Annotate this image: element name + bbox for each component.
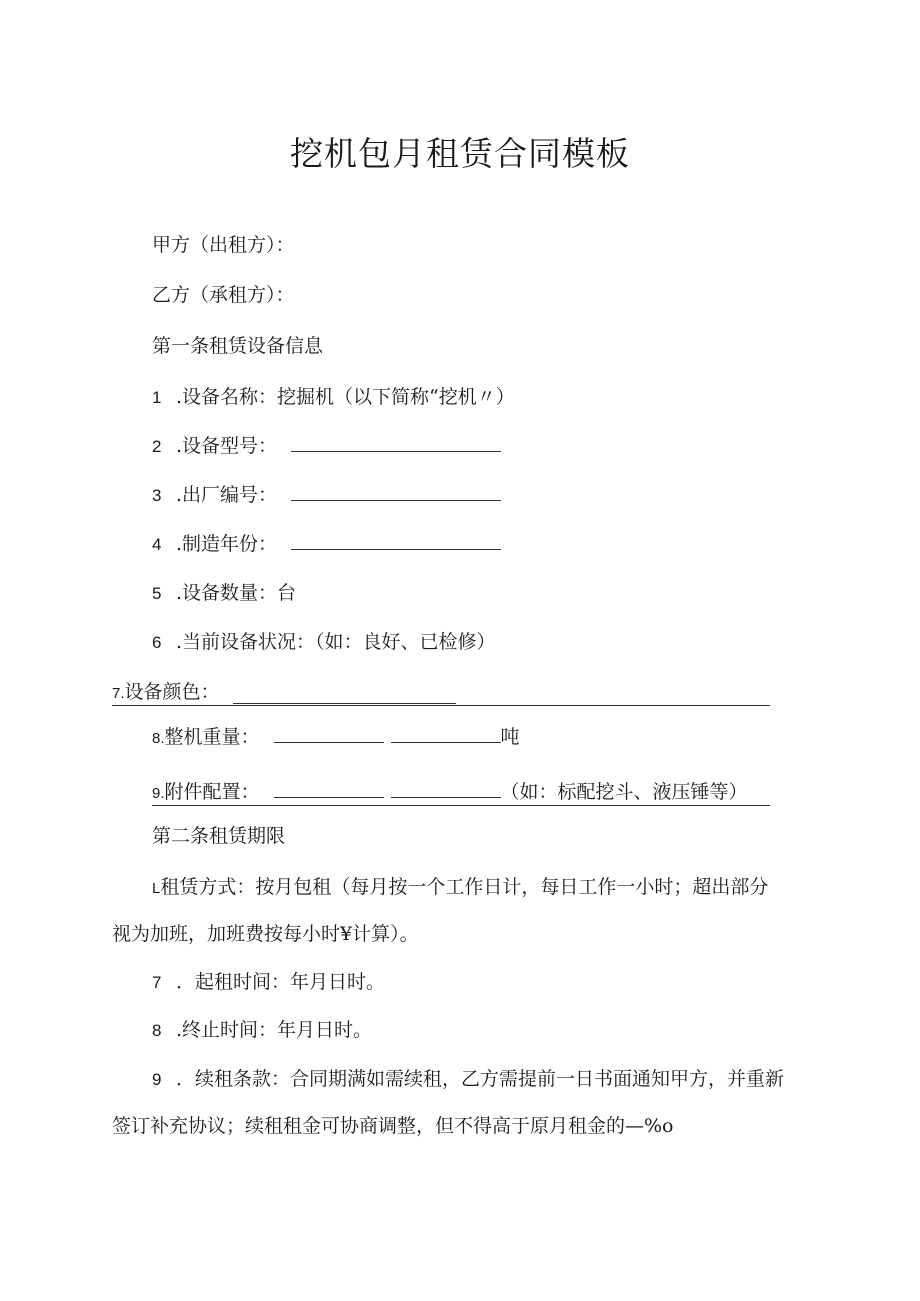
item-number: 4: [152, 535, 162, 554]
section1-item4: [152, 535, 501, 554]
item-text: .制造年份：: [176, 533, 278, 555]
underline-rule: [112, 705, 770, 706]
item-text: ．续租条款：合同期满如需续租，乙方需提前一日书面通知甲方，并重新: [176, 1068, 785, 1090]
fill-blank[interactable]: [274, 783, 384, 798]
underline-rule: [152, 805, 770, 806]
fill-blank[interactable]: [291, 486, 501, 501]
item-number: 1: [152, 388, 162, 407]
document-title: 挖机包月租赁合同模板: [290, 134, 630, 173]
section1-heading: 第一条租赁设备信息: [152, 335, 324, 357]
fill-blank[interactable]: [391, 783, 501, 798]
item-number: 2: [152, 437, 162, 456]
section1-item6: [152, 633, 496, 652]
item-number: 9.: [152, 785, 165, 802]
section2-item7: [152, 973, 385, 992]
party-b-line: 乙方（承租方）：: [152, 284, 295, 306]
weight-unit: 吨: [500, 726, 520, 748]
section1-item2: [152, 437, 501, 456]
item-number: 9: [152, 1070, 162, 1089]
section2-item8: [152, 1021, 372, 1040]
item-number: 5: [152, 584, 162, 603]
item-text: .终止时间：年月日时。: [176, 1019, 373, 1041]
section1-item7: [112, 683, 220, 703]
fill-blank[interactable]: [291, 437, 501, 452]
fill-blank[interactable]: [391, 728, 501, 743]
item-number: L: [152, 880, 161, 897]
section2-heading: 第二条租赁期限: [152, 825, 286, 847]
section1-item3: [152, 486, 501, 505]
item-text: 租赁方式：按月包租（每月按一个工作日计，每日工作一小时；超出部分: [160, 876, 769, 898]
section2-item1-line2: 视为加班，加班费按每小时¥计算）。: [112, 923, 419, 945]
fill-blank[interactable]: [291, 535, 501, 550]
item-number: 7.: [112, 685, 125, 702]
party-a-line: 甲方（出租方）：: [152, 234, 295, 256]
section2-item1-line1: [152, 878, 768, 898]
item-number: 7: [152, 973, 162, 992]
item-number: 8.: [152, 730, 165, 747]
fill-blank[interactable]: [233, 703, 456, 704]
item-text: .出厂编号：: [176, 484, 278, 506]
section1-item5: [152, 584, 296, 603]
item-text: .设备数量：台: [176, 582, 297, 604]
section2-item9-line2: 签订补充协议；续租租金可协商调整，但不得高于原月租金的—%o: [112, 1115, 674, 1137]
item-text: 设备颜色：: [124, 681, 220, 703]
section2-item9-line1: [152, 1070, 784, 1089]
section1-item9: [152, 783, 748, 803]
item-number: 8: [152, 1021, 162, 1040]
item-text: .当前设备状况：（如：良好、已检修）: [176, 631, 496, 653]
item-text: ．起租时间：年月日时。: [176, 971, 386, 993]
item-number: 6: [152, 633, 162, 652]
item-text: .设备型号：: [176, 435, 278, 457]
item-text: 整机重量：: [164, 726, 260, 748]
fill-blank[interactable]: [274, 728, 384, 743]
section1-item1: [152, 388, 515, 407]
section1-item8: [152, 728, 520, 748]
item-text: 附件配置：: [164, 781, 260, 803]
attachment-note: （如：标配挖斗、液压锤等）: [500, 781, 748, 803]
item-number: 3: [152, 486, 162, 505]
item-text: .设备名称：挖掘机（以下简称“挖机〃）: [176, 386, 515, 408]
